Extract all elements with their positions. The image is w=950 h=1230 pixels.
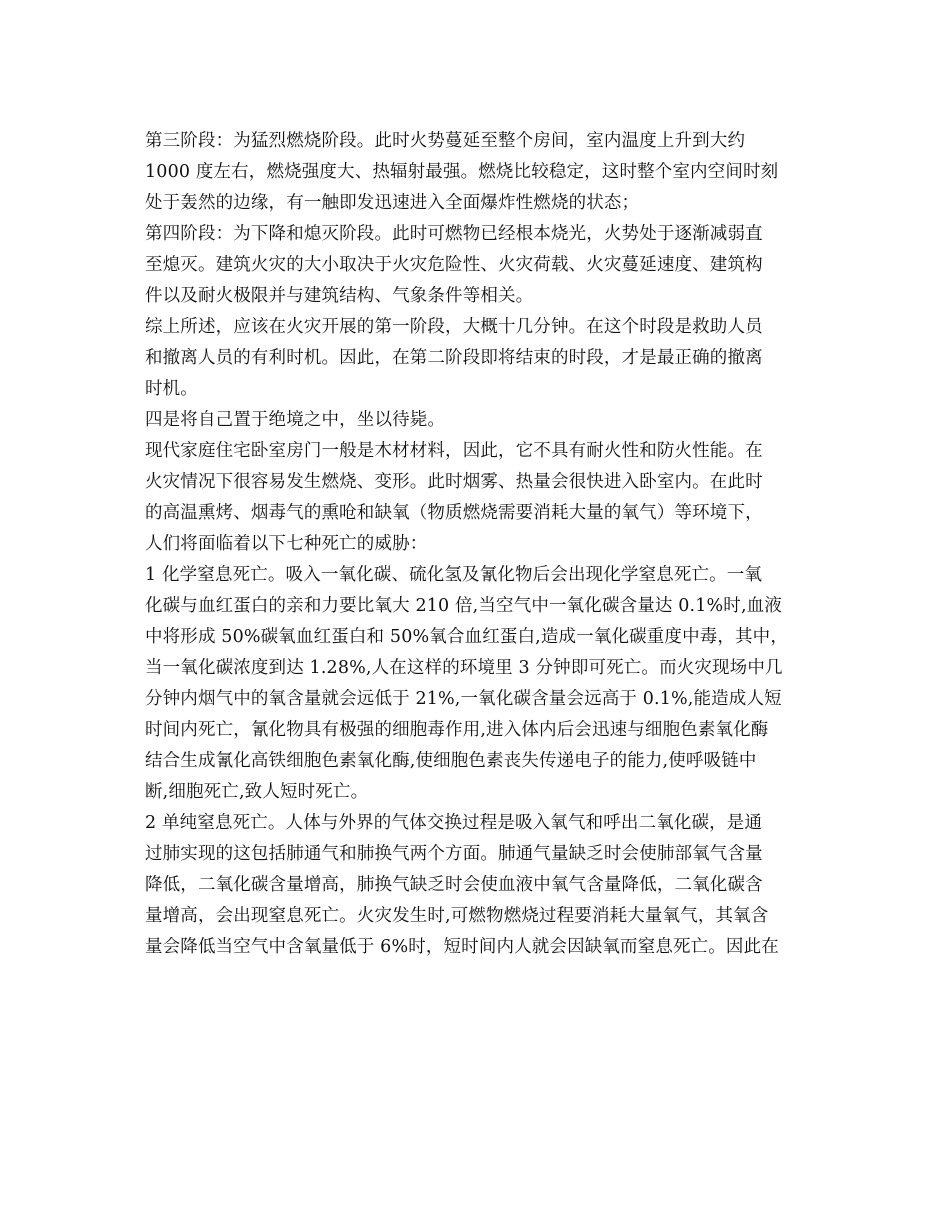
text-line: 至熄灭。建筑火灾的大小取决于火灾危险性、火灾荷载、火灾蔓延速度、建筑构 [145,255,763,275]
text-line: 时机。 [145,379,198,399]
document-body [145,126,813,963]
text-line: 1 化学窒息死亡。吸入一氧化碳、硫化氢及氰化物后会出现化学窒息死亡。一氧 [145,565,763,585]
text-line: 第三阶段：为猛烈燃烧阶段。此时火势蔓延至整个房间，室内温度上升到大约 [145,131,746,151]
text-line: 分钟内烟气中的氧含量就会远低于 21%,一氧化碳含量会远高于 0.1%,能造成人短 [145,689,782,709]
text-line: 结合生成氰化高铁细胞色素氧化酶,使细胞色素丧失传递电子的能力,使呼吸链中 [145,751,757,771]
text-line: 当一氧化碳浓度到达 1.28%,人在这样的环境里 3 分钟即可死亡。而火灾现场中几 [145,658,783,678]
text-line: 1000 度左右，燃烧强度大、热辐射最强。燃烧比较稳定，这时整个室内空间时刻 [145,162,779,182]
text-line: 过肺实现的这包括肺通气和肺换气两个方面。肺通气量缺乏时会使肺部氧气含量 [145,844,763,864]
text-line: 件以及耐火极限并与建筑结构、气象条件等相关。 [145,286,534,306]
text-line: 量会降低当空气中含氧量低于 6%时，短时间内人就会因缺氧而窒息死亡。因此在 [145,937,779,957]
text-line: 处于轰然的边缘，有一触即发迅速进入全面爆炸性燃烧的状态； [145,193,640,213]
text-line: 中将形成 50%碳氧血红蛋白和 50%氧合血红蛋白,造成一氧化碳重度中毒，其中， [145,627,788,647]
text-line: 四是将自己置于绝境之中，坐以待毙。 [145,410,446,430]
text-line: 量增高，会出现窒息死亡。火灾发生时,可燃物燃烧过程要消耗大量氧气，其氧含 [145,906,769,926]
text-line: 火灾情况下很容易发生燃烧、变形。此时烟雾、热量会很快进入卧室内。在此时 [145,472,763,492]
text-line: 现代家庭住宅卧室房门一般是木材材料，因此，它不具有耐火性和防火性能。在 [145,441,763,461]
text-line: 第四阶段：为下降和熄灭阶段。此时可燃物已经根本烧光，火势处于逐渐减弱直 [145,224,763,244]
text-line: 降低，二氧化碳含量增高，肺换气缺乏时会使血液中氧气含量降低，二氧化碳含 [145,875,763,895]
text-line: 人们将面临着以下七种死亡的威胁： [145,534,428,554]
text-line: 化碳与血红蛋白的亲和力要比氧大 210 倍,当空气中一氧化碳含量达 0.1%时,血液 [145,596,782,616]
text-line: 的高温熏烤、烟毒气的熏呛和缺氧（物质燃烧需要消耗大量的氧气）等环境下， [145,503,763,523]
text-line: 和撤离人员的有利时机。因此，在第二阶段即将结束的时段，才是最正确的撤离 [145,348,763,368]
text-line: 2 单纯窒息死亡。人体与外界的气体交换过程是吸入氧气和呼出二氧化碳，是通 [145,813,763,833]
text-line: 时间内死亡，氰化物具有极强的细胞毒作用,进入体内后会迅速与细胞色素氧化酶 [145,720,769,740]
text-line: 断,细胞死亡,致人短时死亡。 [145,782,369,802]
text-line: 综上所述，应该在火灾开展的第一阶段，大概十几分钟。在这个时段是救助人员 [145,317,763,337]
